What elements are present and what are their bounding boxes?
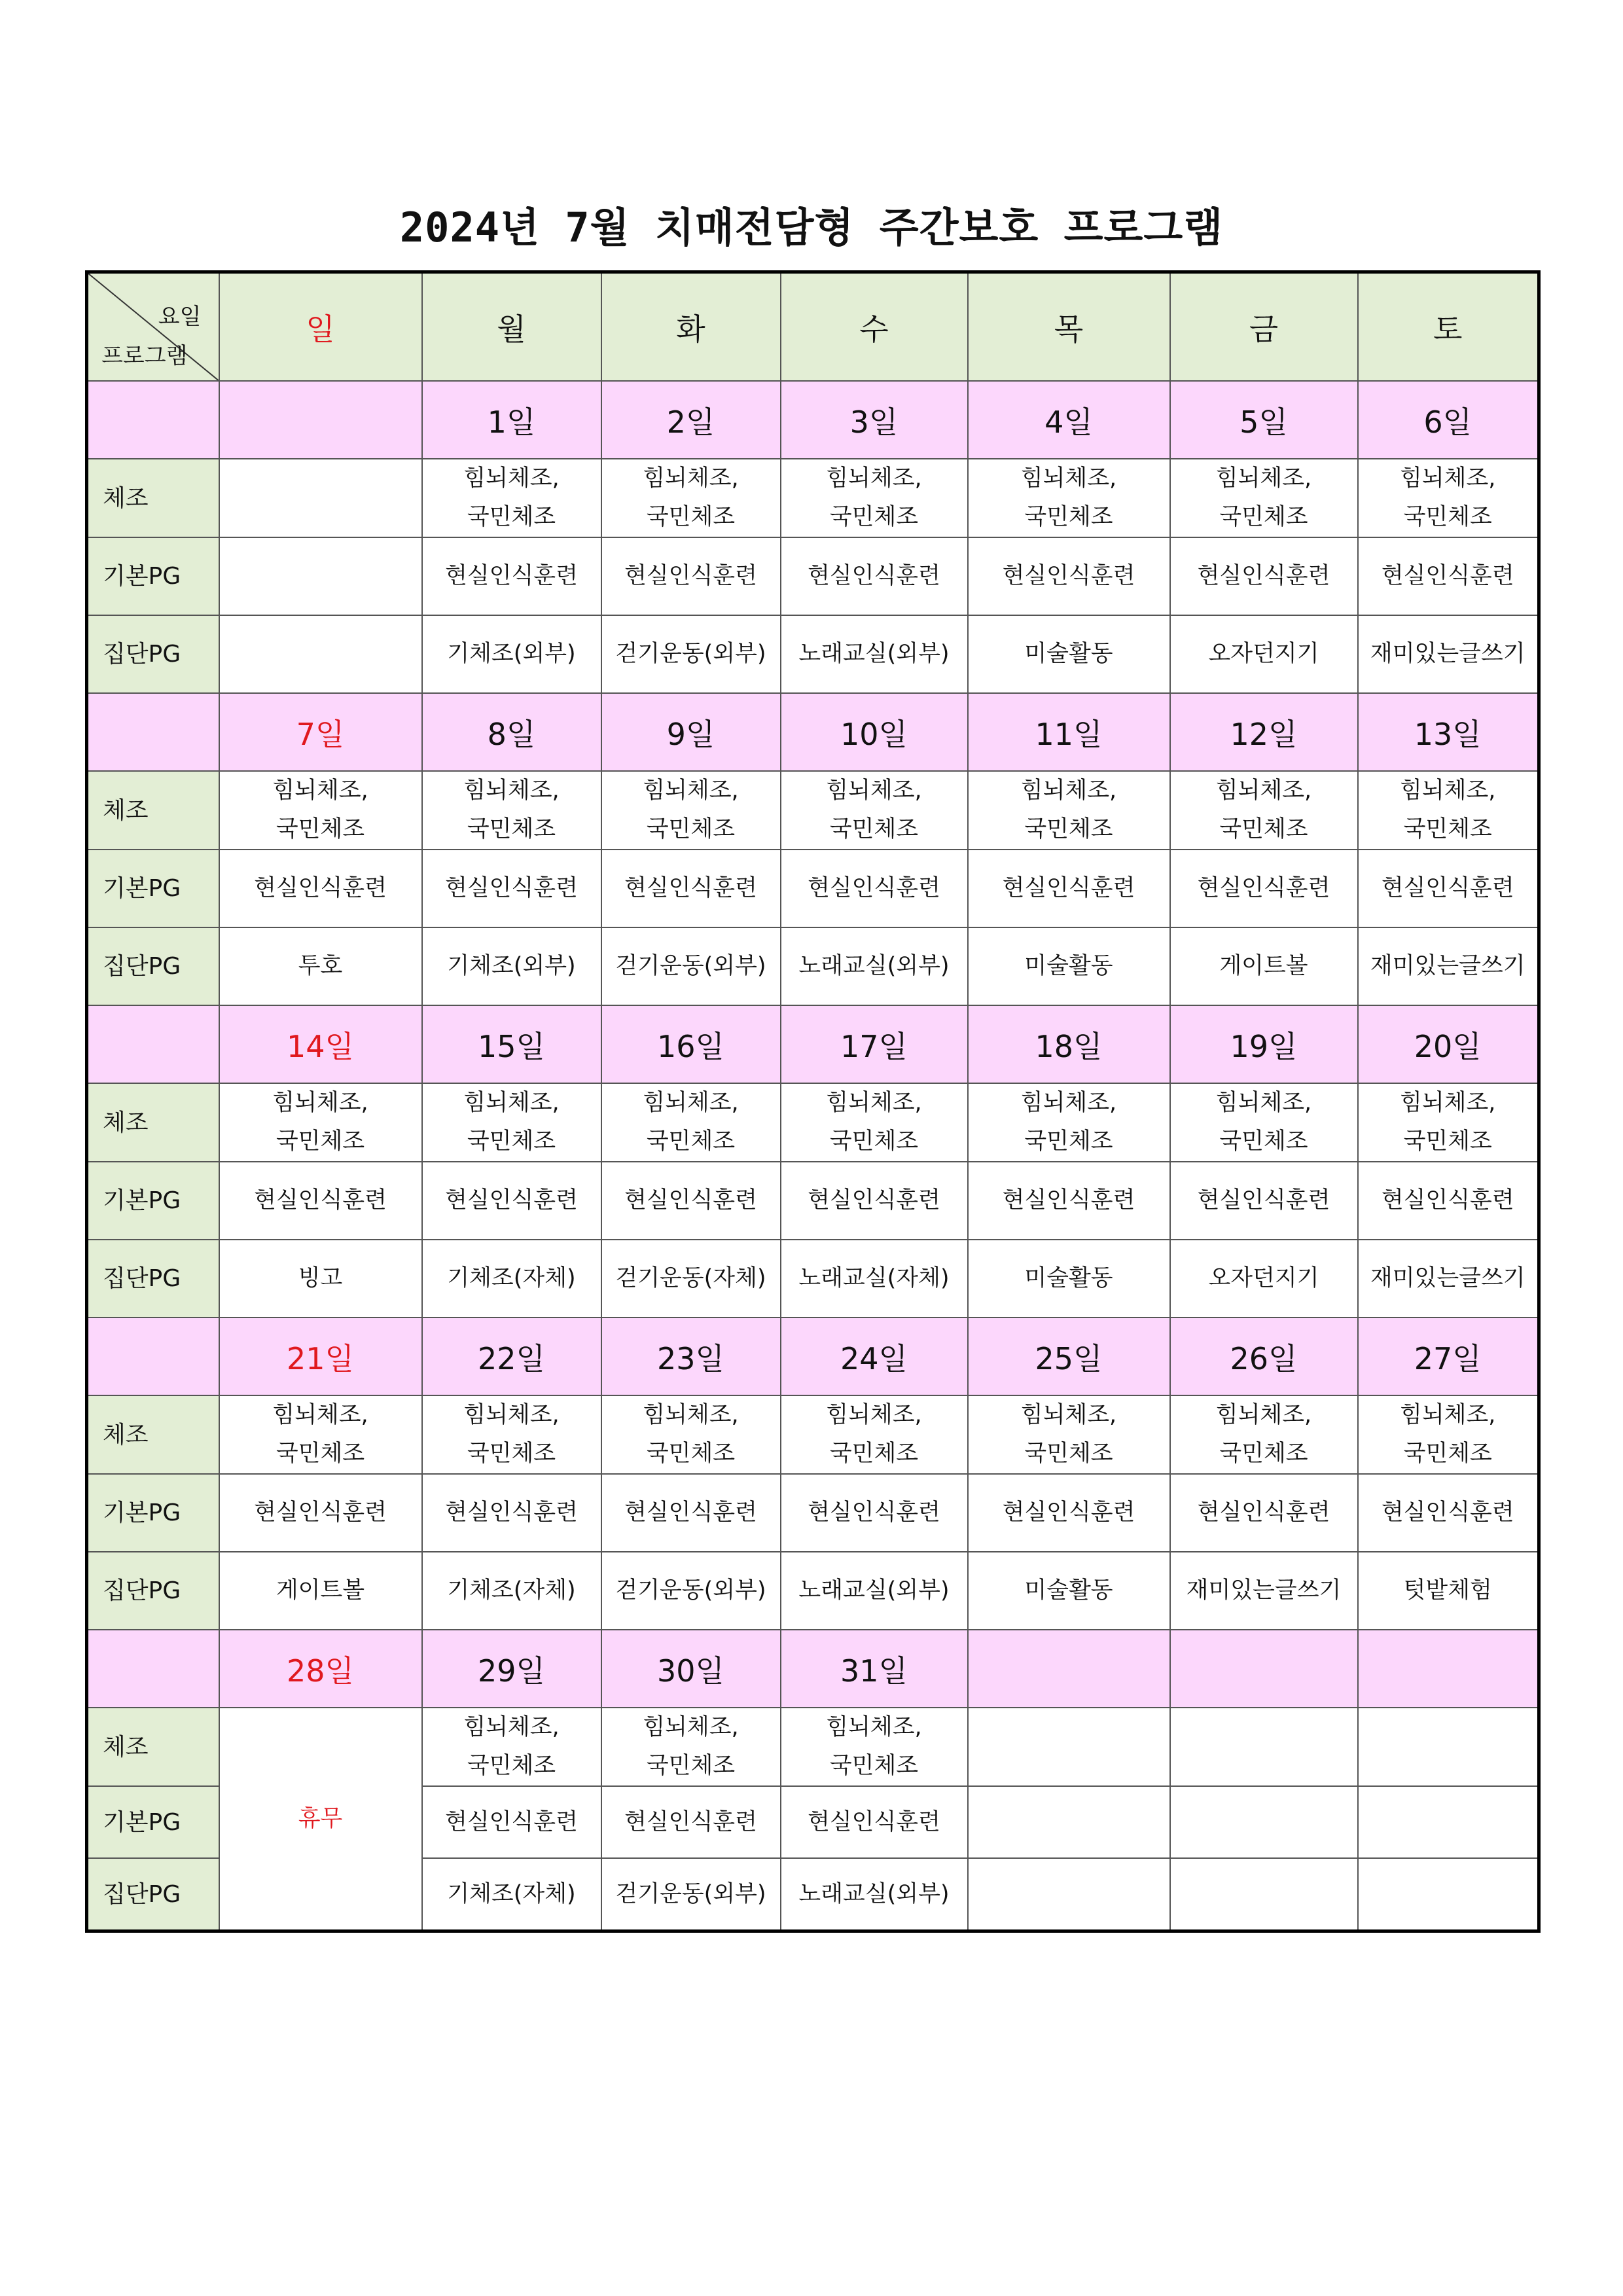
- exercise-cell: [781, 1083, 968, 1162]
- date-cell: 11일: [968, 693, 1170, 771]
- date-cell: 27일: [1358, 1318, 1539, 1395]
- basic-cell: 현실인식훈련: [968, 1162, 1170, 1240]
- exercise-line-2: 국민체조: [646, 1128, 736, 1155]
- day-header-tue: 화: [601, 272, 781, 382]
- exercise-line-2: 국민체조: [276, 816, 365, 842]
- exercise-line-1: 힘뇌체조,: [272, 1402, 368, 1428]
- group-cell: 기체조(외부): [422, 615, 601, 693]
- exercise-line-1: 힘뇌체조,: [1215, 1402, 1312, 1428]
- date-row: [87, 1005, 1539, 1083]
- basic-cell: 현실인식훈련: [601, 1474, 781, 1552]
- corner-day-label: 요일: [158, 304, 202, 330]
- exercise-line-1: 힘뇌체조,: [463, 778, 560, 804]
- corner-header-cell: [87, 272, 219, 382]
- exercise-cell: [1170, 1708, 1358, 1786]
- exercise-cell: [1358, 1395, 1539, 1474]
- basic-cell: 현실인식훈련: [601, 850, 781, 927]
- exercise-cell: [781, 459, 968, 537]
- row-label-group: 집단PG: [87, 927, 219, 1005]
- basic-row: [87, 850, 1539, 927]
- row-label-group: 집단PG: [87, 615, 219, 693]
- basic-cell: 현실인식훈련: [781, 537, 968, 615]
- row-label-basic: 기본PG: [87, 1474, 219, 1552]
- exercise-line-1: 힘뇌체조,: [826, 465, 922, 492]
- exercise-cell: [781, 771, 968, 850]
- exercise-row: [87, 1083, 1539, 1162]
- exercise-line-2: 국민체조: [467, 816, 556, 842]
- exercise-cell: [219, 1083, 422, 1162]
- exercise-line-1: 힘뇌체조,: [1215, 465, 1312, 492]
- date-cell: 30일: [601, 1630, 781, 1708]
- basic-cell: 현실인식훈련: [968, 850, 1170, 927]
- group-cell: 노래교실(외부): [781, 927, 968, 1005]
- date-cell: 17일: [781, 1005, 968, 1083]
- row-label-exercise: 체조: [87, 1395, 219, 1474]
- exercise-line-1: 힘뇌체조,: [1020, 1090, 1117, 1116]
- exercise-cell: [422, 771, 601, 850]
- exercise-cell: [422, 1083, 601, 1162]
- exercise-row: [87, 1708, 1539, 1786]
- exercise-cell: [601, 771, 781, 850]
- exercise-line-1: 힘뇌체조,: [463, 465, 560, 492]
- basic-cell: 현실인식훈련: [781, 1786, 968, 1858]
- basic-cell: [219, 537, 422, 615]
- date-cell: 3일: [781, 381, 968, 459]
- date-cell: 20일: [1358, 1005, 1539, 1083]
- date-cell: 12일: [1170, 693, 1358, 771]
- group-cell: 재미있는글쓰기: [1170, 1552, 1358, 1630]
- date-cell: 16일: [601, 1005, 781, 1083]
- basic-cell: [968, 1786, 1170, 1858]
- holiday-note: 휴무: [219, 1708, 422, 1931]
- exercise-cell: [422, 1708, 601, 1786]
- group-cell: 기체조(외부): [422, 927, 601, 1005]
- date-cell: [1358, 1630, 1539, 1708]
- date-cell: 18일: [968, 1005, 1170, 1083]
- group-cell: 재미있는글쓰기: [1358, 1240, 1539, 1318]
- row-label-basic: 기본PG: [87, 1162, 219, 1240]
- group-cell: 걷기운동(외부): [601, 927, 781, 1005]
- exercise-line-2: 국민체조: [646, 816, 736, 842]
- exercise-line-1: 힘뇌체조,: [643, 1402, 739, 1428]
- date-row-label-cell: [87, 1318, 219, 1395]
- day-header-sun: 일: [219, 272, 422, 382]
- date-cell: 4일: [968, 381, 1170, 459]
- row-label-exercise: 체조: [87, 771, 219, 850]
- exercise-cell: [968, 459, 1170, 537]
- date-row: [87, 693, 1539, 771]
- date-row-label-cell: [87, 1630, 219, 1708]
- exercise-line-1: 힘뇌체조,: [272, 778, 368, 804]
- group-cell: 미술활동: [968, 615, 1170, 693]
- exercise-cell: [1358, 771, 1539, 850]
- exercise-line-2: 국민체조: [1024, 1128, 1113, 1155]
- basic-cell: 현실인식훈련: [219, 850, 422, 927]
- exercise-cell: [219, 771, 422, 850]
- date-cell: 24일: [781, 1318, 968, 1395]
- exercise-cell: [968, 1395, 1170, 1474]
- group-cell: 노래교실(외부): [781, 1858, 968, 1931]
- date-cell: 5일: [1170, 381, 1358, 459]
- exercise-cell: [781, 1395, 968, 1474]
- exercise-line-1: 힘뇌체조,: [1020, 1402, 1117, 1428]
- basic-cell: 현실인식훈련: [422, 537, 601, 615]
- group-cell: 미술활동: [968, 927, 1170, 1005]
- row-label-group: 집단PG: [87, 1240, 219, 1318]
- row-label-exercise: 체조: [87, 459, 219, 537]
- exercise-line-2: 국민체조: [1219, 1128, 1308, 1155]
- exercise-line-2: 국민체조: [829, 816, 919, 842]
- date-row: [87, 381, 1539, 459]
- row-label-group: 집단PG: [87, 1858, 219, 1931]
- day-header-sat: 토: [1358, 272, 1539, 382]
- exercise-line-1: 힘뇌체조,: [1215, 778, 1312, 804]
- date-row-label-cell: [87, 693, 219, 771]
- basic-cell: 현실인식훈련: [422, 1162, 601, 1240]
- basic-cell: [1358, 1786, 1539, 1858]
- exercise-cell: [601, 459, 781, 537]
- group-cell: 오자던지기: [1170, 615, 1358, 693]
- basic-cell: 현실인식훈련: [1170, 850, 1358, 927]
- exercise-line-1: 힘뇌체조,: [1400, 465, 1496, 492]
- basic-cell: 현실인식훈련: [422, 1786, 601, 1858]
- exercise-line-2: 국민체조: [467, 1128, 556, 1155]
- exercise-line-2: 국민체조: [1024, 1441, 1113, 1467]
- basic-cell: 현실인식훈련: [968, 1474, 1170, 1552]
- exercise-line-1: 힘뇌체조,: [643, 465, 739, 492]
- day-header-mon: 월: [422, 272, 601, 382]
- basic-cell: 현실인식훈련: [219, 1162, 422, 1240]
- exercise-cell: [1170, 771, 1358, 850]
- group-cell: 노래교실(외부): [781, 615, 968, 693]
- date-cell: 10일: [781, 693, 968, 771]
- basic-row: [87, 1162, 1539, 1240]
- basic-cell: 현실인식훈련: [781, 850, 968, 927]
- date-cell: 8일: [422, 693, 601, 771]
- basic-cell: 현실인식훈련: [1358, 537, 1539, 615]
- exercise-line-2: 국민체조: [829, 1128, 919, 1155]
- group-cell: 걷기운동(외부): [601, 1858, 781, 1931]
- exercise-cell: [422, 1395, 601, 1474]
- exercise-line-1: 힘뇌체조,: [643, 1714, 739, 1740]
- group-cell: 투호: [219, 927, 422, 1005]
- group-cell: 걷기운동(외부): [601, 1552, 781, 1630]
- day-header-fri: 금: [1170, 272, 1358, 382]
- exercise-line-1: 힘뇌체조,: [1400, 1090, 1496, 1116]
- corner-program-label: 프로그램: [101, 343, 188, 369]
- exercise-line-2: 국민체조: [467, 1441, 556, 1467]
- exercise-cell: [1358, 1083, 1539, 1162]
- exercise-cell: [422, 459, 601, 537]
- date-cell: 26일: [1170, 1318, 1358, 1395]
- basic-cell: 현실인식훈련: [219, 1474, 422, 1552]
- basic-cell: 현실인식훈련: [1170, 537, 1358, 615]
- exercise-line-2: 국민체조: [1403, 1441, 1492, 1467]
- basic-cell: 현실인식훈련: [601, 1786, 781, 1858]
- group-cell: 노래교실(외부): [781, 1552, 968, 1630]
- exercise-line-2: 국민체조: [1403, 816, 1492, 842]
- row-label-basic: 기본PG: [87, 537, 219, 615]
- date-cell: [968, 1630, 1170, 1708]
- exercise-cell: [219, 1395, 422, 1474]
- date-row: [87, 1630, 1539, 1708]
- exercise-line-1: 힘뇌체조,: [1215, 1090, 1312, 1116]
- exercise-line-1: 힘뇌체조,: [1400, 778, 1496, 804]
- date-cell: 15일: [422, 1005, 601, 1083]
- exercise-line-1: 힘뇌체조,: [826, 778, 922, 804]
- exercise-line-1: 힘뇌체조,: [1020, 465, 1117, 492]
- group-cell: 미술활동: [968, 1240, 1170, 1318]
- exercise-line-1: 힘뇌체조,: [643, 778, 739, 804]
- basic-cell: 현실인식훈련: [601, 1162, 781, 1240]
- exercise-line-2: 국민체조: [646, 1753, 736, 1779]
- exercise-line-2: 국민체조: [1219, 816, 1308, 842]
- exercise-cell: [968, 1708, 1170, 1786]
- group-cell: 오자던지기: [1170, 1240, 1358, 1318]
- exercise-cell: [601, 1395, 781, 1474]
- exercise-row: [87, 459, 1539, 537]
- group-row: [87, 1240, 1539, 1318]
- group-cell: [219, 615, 422, 693]
- schedule-table: [85, 270, 1541, 1933]
- date-cell: 9일: [601, 693, 781, 771]
- exercise-line-1: 힘뇌체조,: [272, 1090, 368, 1116]
- exercise-line-2: 국민체조: [646, 1441, 736, 1467]
- exercise-cell: [968, 1083, 1170, 1162]
- group-cell: 걷기운동(자체): [601, 1240, 781, 1318]
- date-cell: 6일: [1358, 381, 1539, 459]
- exercise-line-2: 국민체조: [829, 504, 919, 530]
- basic-cell: 현실인식훈련: [781, 1474, 968, 1552]
- exercise-line-1: 힘뇌체조,: [463, 1714, 560, 1740]
- row-label-basic: 기본PG: [87, 1786, 219, 1858]
- exercise-line-2: 국민체조: [467, 504, 556, 530]
- date-cell: 2일: [601, 381, 781, 459]
- basic-row: [87, 537, 1539, 615]
- basic-cell: 현실인식훈련: [422, 850, 601, 927]
- day-header-wed: 수: [781, 272, 968, 382]
- basic-cell: 현실인식훈련: [1358, 850, 1539, 927]
- exercise-line-2: 국민체조: [276, 1441, 365, 1467]
- group-cell: [1170, 1858, 1358, 1931]
- exercise-row: [87, 1395, 1539, 1474]
- group-cell: 게이트볼: [219, 1552, 422, 1630]
- exercise-cell: [601, 1083, 781, 1162]
- exercise-cell: [1358, 459, 1539, 537]
- date-cell: 7일: [219, 693, 422, 771]
- page-title: 2024년 7월 치매전담형 주간보호 프로그램: [399, 204, 1224, 251]
- basic-cell: 현실인식훈련: [1170, 1474, 1358, 1552]
- exercise-cell: [219, 459, 422, 537]
- date-cell: 28일: [219, 1630, 422, 1708]
- exercise-line-2: 국민체조: [1219, 504, 1308, 530]
- date-cell: 21일: [219, 1318, 422, 1395]
- exercise-line-1: 힘뇌체조,: [463, 1402, 560, 1428]
- group-cell: 게이트볼: [1170, 927, 1358, 1005]
- exercise-line-1: 힘뇌체조,: [643, 1090, 739, 1116]
- exercise-line-2: 국민체조: [1024, 504, 1113, 530]
- exercise-cell: [1170, 459, 1358, 537]
- date-row: [87, 1318, 1539, 1395]
- exercise-line-2: 국민체조: [829, 1753, 919, 1779]
- group-cell: [1358, 1858, 1539, 1931]
- basic-cell: 현실인식훈련: [968, 537, 1170, 615]
- row-label-exercise: 체조: [87, 1708, 219, 1786]
- date-cell: 23일: [601, 1318, 781, 1395]
- group-cell: 재미있는글쓰기: [1358, 615, 1539, 693]
- exercise-line-2: 국민체조: [829, 1441, 919, 1467]
- date-cell: 14일: [219, 1005, 422, 1083]
- exercise-line-2: 국민체조: [1024, 816, 1113, 842]
- date-cell: 1일: [422, 381, 601, 459]
- date-cell: 19일: [1170, 1005, 1358, 1083]
- date-cell: 22일: [422, 1318, 601, 1395]
- date-row-label-cell: [87, 381, 219, 459]
- exercise-line-1: 힘뇌체조,: [463, 1090, 560, 1116]
- basic-cell: 현실인식훈련: [601, 537, 781, 615]
- date-cell: [219, 381, 422, 459]
- exercise-cell: [781, 1708, 968, 1786]
- row-label-basic: 기본PG: [87, 850, 219, 927]
- group-cell: 텃밭체험: [1358, 1552, 1539, 1630]
- date-cell: 31일: [781, 1630, 968, 1708]
- group-cell: [968, 1858, 1170, 1931]
- day-header-thu: 목: [968, 272, 1170, 382]
- row-label-exercise: 체조: [87, 1083, 219, 1162]
- exercise-line-2: 국민체조: [1219, 1441, 1308, 1467]
- date-cell: [1170, 1630, 1358, 1708]
- exercise-cell: [968, 771, 1170, 850]
- group-row: [87, 1552, 1539, 1630]
- group-cell: 재미있는글쓰기: [1358, 927, 1539, 1005]
- basic-cell: 현실인식훈련: [781, 1162, 968, 1240]
- exercise-line-1: 힘뇌체조,: [1020, 778, 1117, 804]
- exercise-line-2: 국민체조: [1403, 1128, 1492, 1155]
- exercise-line-2: 국민체조: [1403, 504, 1492, 530]
- exercise-line-2: 국민체조: [646, 504, 736, 530]
- exercise-row: [87, 771, 1539, 850]
- group-row: [87, 927, 1539, 1005]
- exercise-line-1: 힘뇌체조,: [826, 1402, 922, 1428]
- group-cell: 걷기운동(외부): [601, 615, 781, 693]
- group-cell: 기체조(자체): [422, 1240, 601, 1318]
- date-cell: 25일: [968, 1318, 1170, 1395]
- date-cell: 29일: [422, 1630, 601, 1708]
- exercise-line-1: 힘뇌체조,: [1400, 1402, 1496, 1428]
- header-row: [87, 272, 1539, 382]
- exercise-cell: [601, 1708, 781, 1786]
- group-cell: 노래교실(자체): [781, 1240, 968, 1318]
- date-row-label-cell: [87, 1005, 219, 1083]
- row-label-group: 집단PG: [87, 1552, 219, 1630]
- exercise-line-1: 힘뇌체조,: [826, 1090, 922, 1116]
- basic-row: [87, 1474, 1539, 1552]
- group-cell: 미술활동: [968, 1552, 1170, 1630]
- basic-cell: [1170, 1786, 1358, 1858]
- basic-cell: 현실인식훈련: [422, 1474, 601, 1552]
- exercise-cell: [1170, 1395, 1358, 1474]
- exercise-line-2: 국민체조: [276, 1128, 365, 1155]
- group-cell: 기체조(자체): [422, 1858, 601, 1931]
- group-cell: 기체조(자체): [422, 1552, 601, 1630]
- group-cell: 빙고: [219, 1240, 422, 1318]
- exercise-cell: [1358, 1708, 1539, 1786]
- exercise-line-1: 힘뇌체조,: [826, 1714, 922, 1740]
- exercise-cell: [1170, 1083, 1358, 1162]
- basic-cell: 현실인식훈련: [1170, 1162, 1358, 1240]
- group-row: [87, 615, 1539, 693]
- date-cell: 13일: [1358, 693, 1539, 771]
- exercise-line-2: 국민체조: [467, 1753, 556, 1779]
- basic-cell: 현실인식훈련: [1358, 1474, 1539, 1552]
- basic-cell: 현실인식훈련: [1358, 1162, 1539, 1240]
